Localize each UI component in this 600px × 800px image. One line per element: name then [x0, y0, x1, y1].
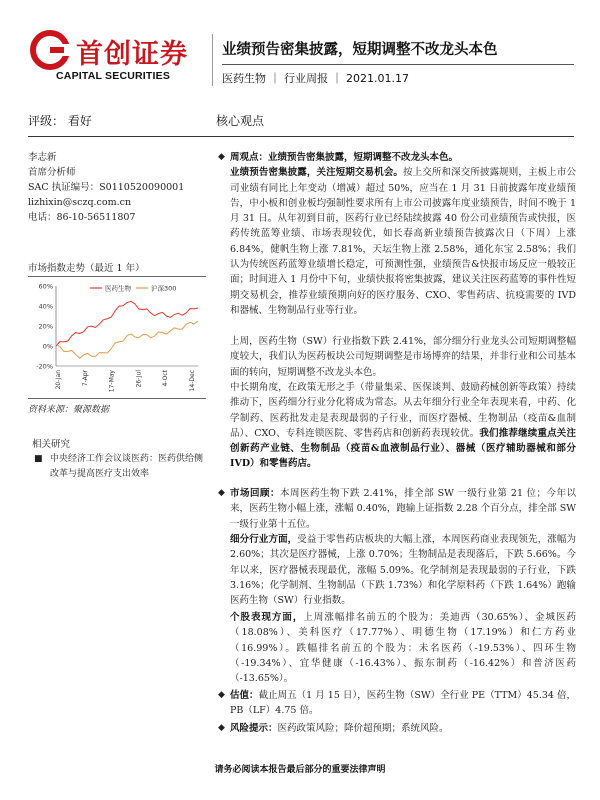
rating-label: [28, 112, 92, 129]
analyst-role: 首席分析师: [28, 167, 76, 178]
weekly-view-subheading: 业绩预告密集披露，关注短期交易机会。: [230, 167, 404, 179]
subsector-text: 受益于零售药店板块的大幅上涨，本周医药商业表现领先，涨幅为 2.60%；其次是医疗器械，上涨 0.70%；生物制品是表现落后，下跌 5.66%。今年以来，医疗器械表现最优，涨幅 5.09%。化学制剂是表现最弱的子行业，下跌 3.16%；化学制剂、生物制品（下跌 1.73%）和化学原料药（下跌 1.64%）跑输医药生物（SW）行业指数。: [230, 534, 576, 607]
y-tick-label: 20%: [38, 322, 53, 331]
paragraph-subsector: [218, 532, 576, 608]
market-review-heading: 市场回顾：: [230, 488, 280, 499]
report-header: [0, 0, 600, 112]
chart-bottom-rule: [28, 398, 206, 399]
paragraph-index-drop: [218, 334, 576, 380]
long-term-recommendation: 我们推荐继续重点关注创新药产业链、生物制品（疫苗&血液制品行业）、器械（医疗辅助器械和部分 IVD）和零售药店。: [230, 427, 576, 470]
market-index-chart: [28, 278, 206, 396]
chart-top-rule: [28, 276, 206, 277]
legal-notice-footer: 请务必阅读本报告最后部分的重要法律声明: [214, 765, 386, 775]
related-research-link[interactable]: 中央经济工作会议谈医药：医药供给侧改革与提高医疗支出效率: [50, 454, 204, 479]
paragraph-valuation: [218, 688, 576, 719]
brand-name-cn: 首创证券: [76, 39, 188, 70]
stocks-text: 上周涨幅排名前五的个股为：美迪西（30.65%）、金城医药（18.08%）、美科医疗（17.77%）、明德生物（17.19%）和仁方药业（16.99%）。跌幅排名前五的个股为：未名医药（-19.53%）、四环生物（-19.34%）、宜华健康（-16.43%）、振东制药（-16.42%）和普济医药（-13.65%）。: [230, 612, 576, 685]
x-tick-label: 7-Apr: [81, 370, 89, 387]
chart-title: 市场指数走势（最近 1 年）: [28, 263, 145, 274]
capital-securities-logo: [22, 28, 202, 88]
report-title: 业绩预告密集披露，短期调整不改龙头本色: [222, 42, 498, 58]
valuation-heading: 估值：: [230, 690, 259, 701]
core-views-title: 核心观点: [216, 114, 265, 128]
series-line-1: [56, 301, 198, 346]
y-tick-label: 0%: [42, 342, 53, 351]
series-line-2: [56, 321, 198, 358]
long-term-text: 中长期角度，在政策无形之手（带量集采、医保谈判、鼓励药械创新等政策）持续推动下，医药细分行业分化将成为常态。从去年细分行业全年表现来看，中药、化学制药、医药批发走是表现最弱的子行业，而医疗器械、生物制品（疫苗&血制品）、CXO、专科连锁医院、零售药店和创新药表现较优。: [230, 382, 576, 439]
diamond-bullet-icon: ◆: [218, 723, 225, 733]
rating-value: 看好: [67, 114, 92, 128]
x-tick-label: 4-Oct: [162, 370, 170, 387]
paragraph-long-term: [218, 380, 576, 472]
brand-name-en: CAPITAL SECURITIES: [56, 70, 171, 82]
paragraph-stocks: [218, 610, 576, 686]
rating-divider: [28, 136, 574, 137]
risk-text: 医药政策风险；降价超预期；系统风险。: [277, 723, 449, 734]
diamond-bullet-icon: ◆: [218, 488, 225, 498]
y-tick-label: 40%: [38, 302, 53, 311]
header-divider: [212, 34, 213, 86]
square-bullet-icon: ■: [34, 454, 43, 464]
header-rule: [222, 64, 574, 65]
paragraph-market-review: [218, 486, 576, 532]
paragraph-risk: [218, 721, 576, 736]
report-meta: 医药生物 ｜ 行业周报 ｜ 2021.01.17: [222, 72, 409, 85]
analyst-cert: SAC 执证编号：S0110520090001: [28, 182, 185, 193]
risk-heading: 风险提示：: [230, 723, 278, 734]
diamond-bullet-icon: ◆: [218, 690, 225, 700]
legend-label: 医药生物: [105, 284, 131, 293]
x-tick-label: 14-Dec: [189, 370, 196, 392]
chart-source: 资料来源：聚源数据: [28, 405, 110, 415]
related-research-item[interactable]: [32, 452, 204, 482]
x-tick-label: 20-Jan: [55, 370, 62, 390]
analyst-info: [28, 150, 206, 225]
diamond-bullet-icon: ◆: [218, 152, 225, 162]
weekly-view-text: 按上交所和深交所披露规则，主板上市公司业绩有同比上年变动（增减）超过 50%，应当在 1 月 31 日前披露年度业绩预告，中小板和创业板均强制性要求所有上市公司披露年度业绩预告，时间不晚于 1 月 31 日。从年初到目前，医药行业已经陆续披露 40 份公司业绩预告或快报，医药传统蓝筹业绩、市场表现较优，如长春高新业绩预告披露次日（下周）上涨 6.84%，健帆生物上涨 7.81%，天坛生物上涨 2.58%，通化东宝 2.58%；我们认为传统医药蓝筹业绩增长稳定，可预测性强，业绩预告&快报市场反应一般较正面；时间进入 1 月份中下旬，业绩快报将密集披露，建议关注医药蓝筹的事件性短期交易机会，推荐业绩预期向好的医疗服务、CXO、零售药店、抗疫需要的 IVD 和器械、生物制品行业等行业。: [230, 167, 576, 316]
analyst-email[interactable]: lizhixin@sczq.com.cn: [28, 197, 132, 208]
legend-label: 沪深300: [151, 284, 177, 293]
rating-bar: [28, 112, 574, 132]
index-drop-text: 上周，医药生物（SW）行业指数下跌 2.41%，部分细分行业龙头公司短期调整幅度较大，我们认为医药板块公司短期调整是市场博弈的结果，并非行业和公司基本面的转向，短期调整不改龙头本色。: [230, 336, 576, 378]
weekly-view-heading: 周观点：业绩预告密集披露，短期调整不改龙头本色。: [230, 152, 459, 163]
related-research-title: 相关研究: [32, 439, 71, 450]
y-tick-label: 60%: [38, 282, 53, 291]
logo-mark-icon: [30, 30, 70, 70]
analyst-name: 李志新: [28, 152, 57, 163]
paragraph-weekly-view: [218, 150, 576, 318]
y-tick-label: -20%: [36, 362, 53, 371]
market-review-text: 本周医药生物下跌 2.41%，排全部 SW 一级行业第 21 位；今年以来，医药生物小幅上涨，涨幅 0.40%，跑输上证指数 2.28 个百分点，排全部 SW 一级行业第十五位。: [230, 488, 576, 530]
stocks-heading: 个股表现方面，: [230, 612, 304, 623]
x-tick-label: 17-May: [108, 370, 116, 393]
valuation-text: 截止周五（1 月 15 日），医药生物（SW）全行业 PE（TTM）45.34 倍，PB（LF）4.75 倍。: [230, 690, 576, 717]
rating-key: 评级：: [28, 114, 65, 128]
x-tick-label: 26-Jul: [135, 370, 143, 388]
analyst-phone: 电话：86-10-56511807: [28, 212, 136, 223]
subsector-heading: 细分行业方面，: [230, 534, 298, 545]
